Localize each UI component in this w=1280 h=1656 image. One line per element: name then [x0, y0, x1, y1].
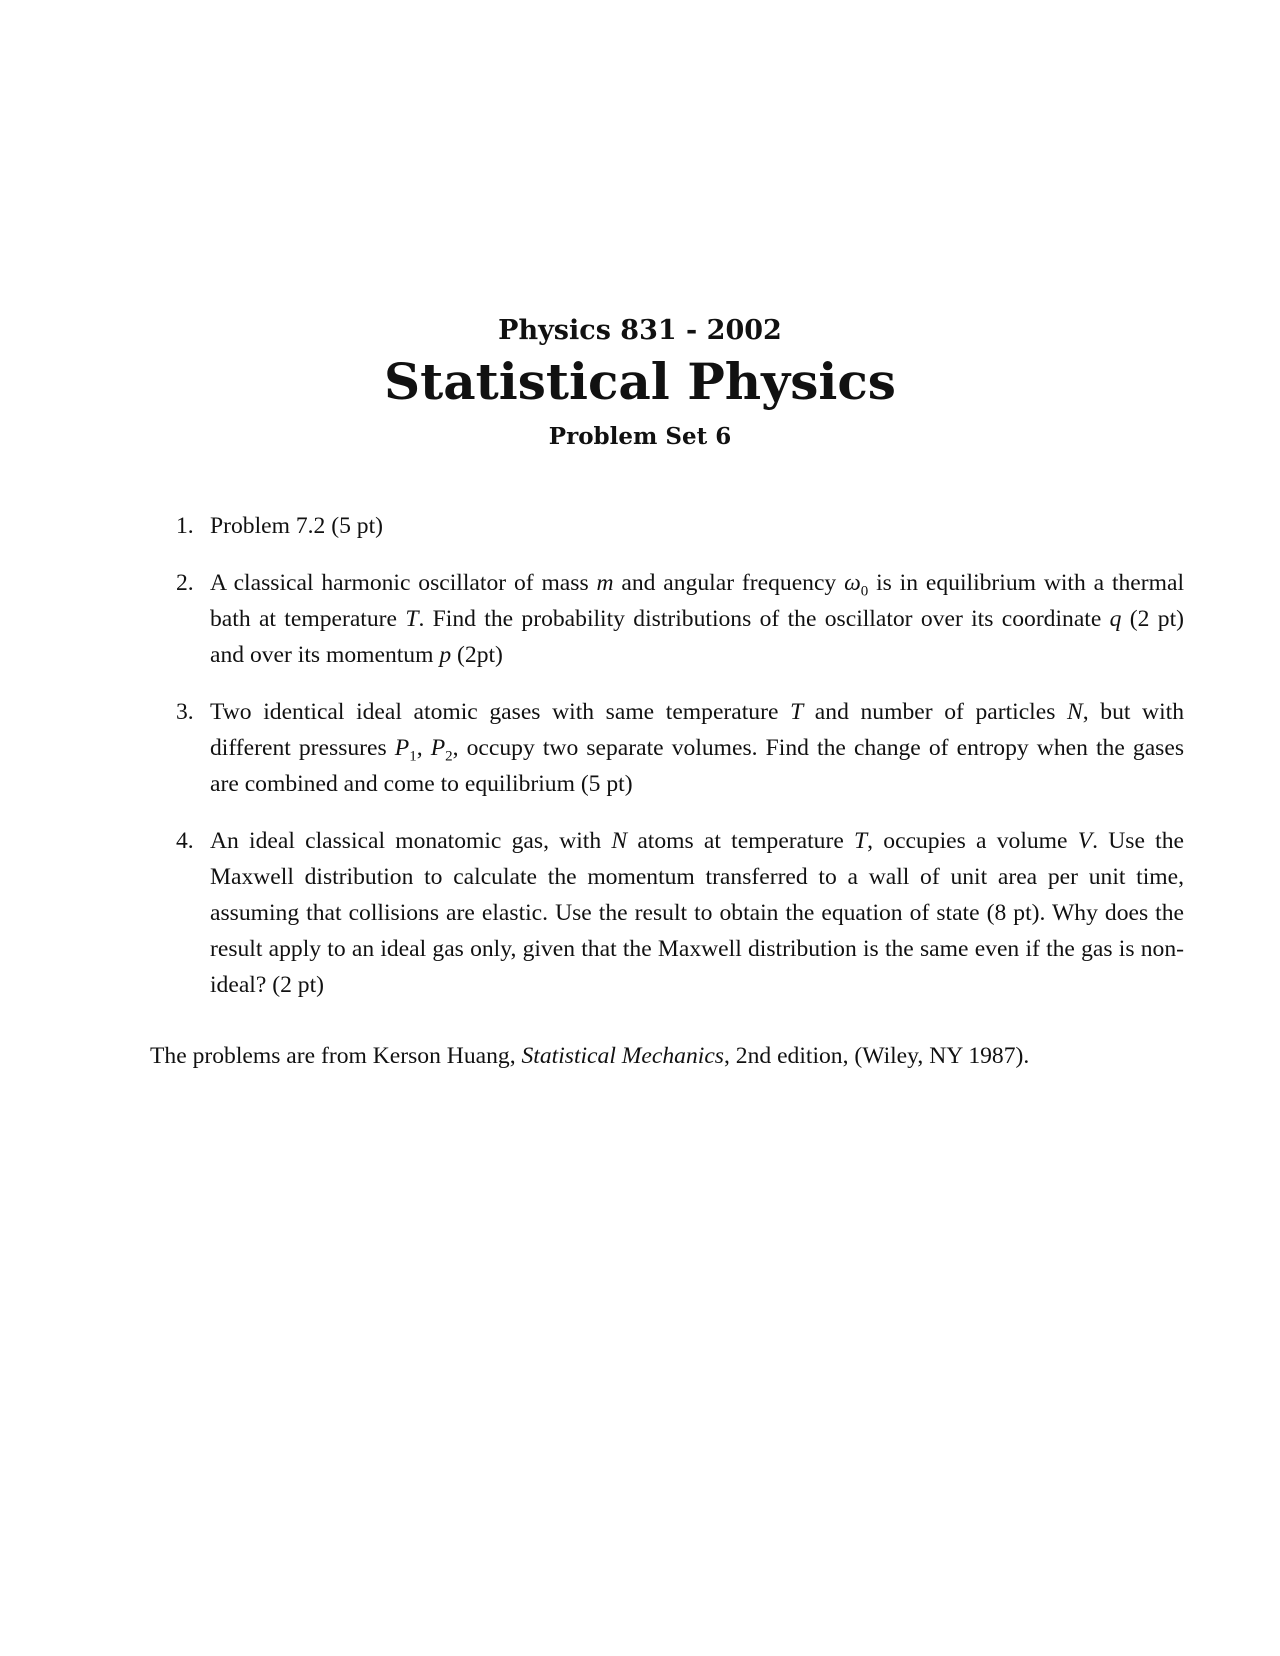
math-symbol: P: [430, 735, 446, 761]
math-symbol: T: [405, 606, 419, 632]
problem-number: 3.: [176, 699, 194, 725]
math-symbol: N: [1067, 699, 1083, 725]
problem-item-4: [176, 823, 1184, 1003]
book-title: Statistical Mechanics: [521, 1043, 724, 1069]
course-heading: Physics 831 - 2002: [498, 315, 782, 346]
problem-number: 4.: [176, 828, 194, 854]
problem-item-2: [176, 565, 1184, 673]
math-subscript: 2: [445, 748, 453, 765]
math-symbol: q: [1109, 606, 1122, 632]
math-symbol: V: [1077, 828, 1093, 854]
problem-text: An ideal classical monatomic gas, with N atoms at temperature T, occupies a volume V. Use the Maxwell distribution to calculate the momentum transferred to a wall of unit area per unit time, assuming that collisions are elastic. Use the result to obtain the equation of state (8 pt). Why does the result apply to an ideal gas only, given that the Maxwell distribution is the same even if the gas is non-ideal? (2 pt): [210, 828, 1184, 998]
problem-text: Problem 7.2 (5 pt): [210, 513, 384, 539]
math-symbol: T: [790, 699, 804, 725]
math-symbol: P: [394, 735, 410, 761]
math-symbol: N: [611, 828, 628, 854]
problem-item-3: [176, 694, 1184, 802]
problem-number: 2.: [176, 570, 194, 596]
problem-item-1: [176, 508, 1184, 544]
math-symbol: m: [596, 570, 614, 596]
math-subscript: 1: [409, 748, 417, 765]
problem-text: Two identical ideal atomic gases with same temperature T and number of particles N, but with different pressures $P_1$, $P_2$, occupy two separate volumes. Find the change of entropy when the gases are combined and come to equilibrium (5 pt): [210, 699, 1185, 797]
problem-set-subtitle: Problem Set 6: [548, 423, 732, 450]
problem-number: 1.: [176, 513, 194, 539]
math-symbol: ω: [844, 570, 861, 596]
math-symbol: p: [439, 642, 452, 668]
page-title: Statistical Physics: [384, 352, 896, 411]
source-footnote: The problems are from Kerson Huang, Statistical Mechanics, 2nd edition, (Wiley, NY 1987).: [150, 1043, 1030, 1069]
problem-list: [176, 508, 1184, 1024]
math-subscript: 0: [860, 583, 869, 600]
math-symbol: T: [854, 828, 868, 854]
problem-text: A classical harmonic oscillator of mass m and angular frequency $\omega_0$ is in equilibrium with a thermal bath at temperature T. Find the probability distributions of the oscillator over its coordinate q (2 pt) and over its momentum p (2pt): [210, 570, 1185, 668]
